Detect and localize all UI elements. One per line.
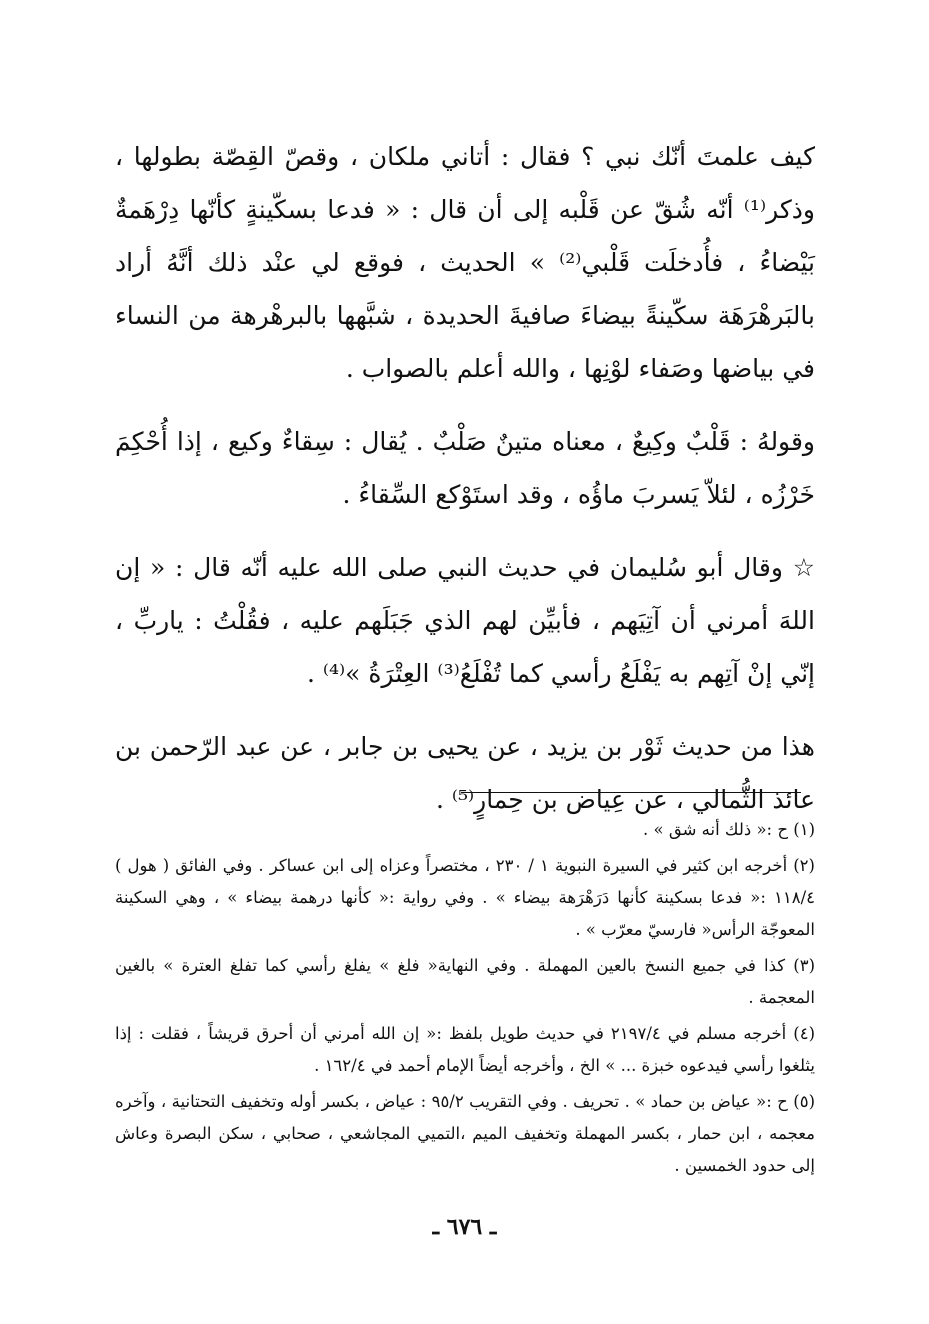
footnote-4: (٤) أخرجه مسلم في ٢١٩٧/٤ في حديث طويل بلفظ :« إن الله أمرني أن أحرق قريشاً ، فقلت : إذا يثلغوا رأسي فيدعوه خبزة ... » الخ ، وأخرجه أيضاً الإمام أحمد في ١٦٢/٤ . xyxy=(115,1024,815,1075)
page-number: ـ ٦٧٦ ـ xyxy=(432,1214,497,1240)
paragraph-2: وقولهُ : قَلْبٌ وكِيعٌ ، معناه متينٌ صَلْبٌ . يُقال : سِقاءٌ وكيع ، إذا أُحْكِمَ خَرْزُه ، لئلاّ يَسربَ ماؤُه ، وقد استَوْكع السِّقاءُ . xyxy=(115,427,815,509)
paragraph-3: ☆ وقال أبو سُليمان في حديث النبي صلى الله عليه أنّه قال : « إن اللهَ أمرني أن آتِيَهم ، فأبيِّن لهم الذي جَبَلَهم عليه ، فقُلْتُ : ياربِّ ، إنّي إنْ آتِهم به يَفْلَعُ رأسي كما تُفْلَعُ⁽³⁾ العِتْرَةُ »⁽⁴⁾ . xyxy=(115,553,815,688)
paragraph-1: كيف علمتَ أنّك نبي ؟ فقال : أتاني ملكان ، وقصّ القِصّة بطولها ، وذكر⁽¹⁾ أنّه شُقّ عن قَلْبه إلى أن قال : « فدعا بسكّينةٍ كأنّها دِرْهَمةٌ بَيْضاءُ ، فأُدخلَت قَلْبي⁽²⁾ » الحديث ، فوقع لي عنْد ذلك أنَّهُ أراد بالبَرهْرَهَة سكّينةً بيضاءَ صافيةَ الحديدة ، شبَّهها بالبرهْرهة من النساء في بياضها وصَفاء لوْنِها ، والله أعلم بالصواب . xyxy=(115,142,815,383)
footnotes xyxy=(115,814,815,1186)
footnote-2: (٢) أخرجه ابن كثير في السيرة النبوية ١ / ٢٣٠ ، مختصراً وعزاه إلى ابن عساكر . وفي الفائق ( هول ) ١١٨/٤ :« فدعا بسكينة كأنها دَرَهْرَهة بيضاء » . وفي رواية :« كأنها درهمة بيضاء » ، وهي السكينة المعوجّة الرأس« فارسيّ معرّب » . xyxy=(115,856,815,939)
footnote-3: (٣) كذا في جميع النسخ بالعين المهملة . وفي النهاية« فلغ » يفلغ رأسي كما تفلغ العترة » بالغين المعجمة . xyxy=(115,956,815,1007)
footnote-1: (١) ح :« ذلك أنه شق » . xyxy=(643,820,815,839)
main-text xyxy=(115,130,815,846)
footnote-5: (٥) ح :« عياض بن حماد » . تحريف . وفي التقريب ٩٥/٢ : عياض ، بكسر أوله وتخفيف التحتانية ، وآخره معجمه ، ابن حمار ، بكسر المهملة وتخفيف الميم ،التميي المجاشعي ، صحابي ، سكن البصرة وعاش إلى حدود الخمسين . xyxy=(115,1092,816,1175)
paragraph-4: هذا من حديث ثَوْر بن يزيد ، عن يحيى بن جابر ، عن عبد الرّحمن بن عائذ الثُّمالي ، عن عِياض بن حِمارٍ⁽⁵⁾ . xyxy=(115,732,815,814)
footnote-divider xyxy=(461,792,801,793)
